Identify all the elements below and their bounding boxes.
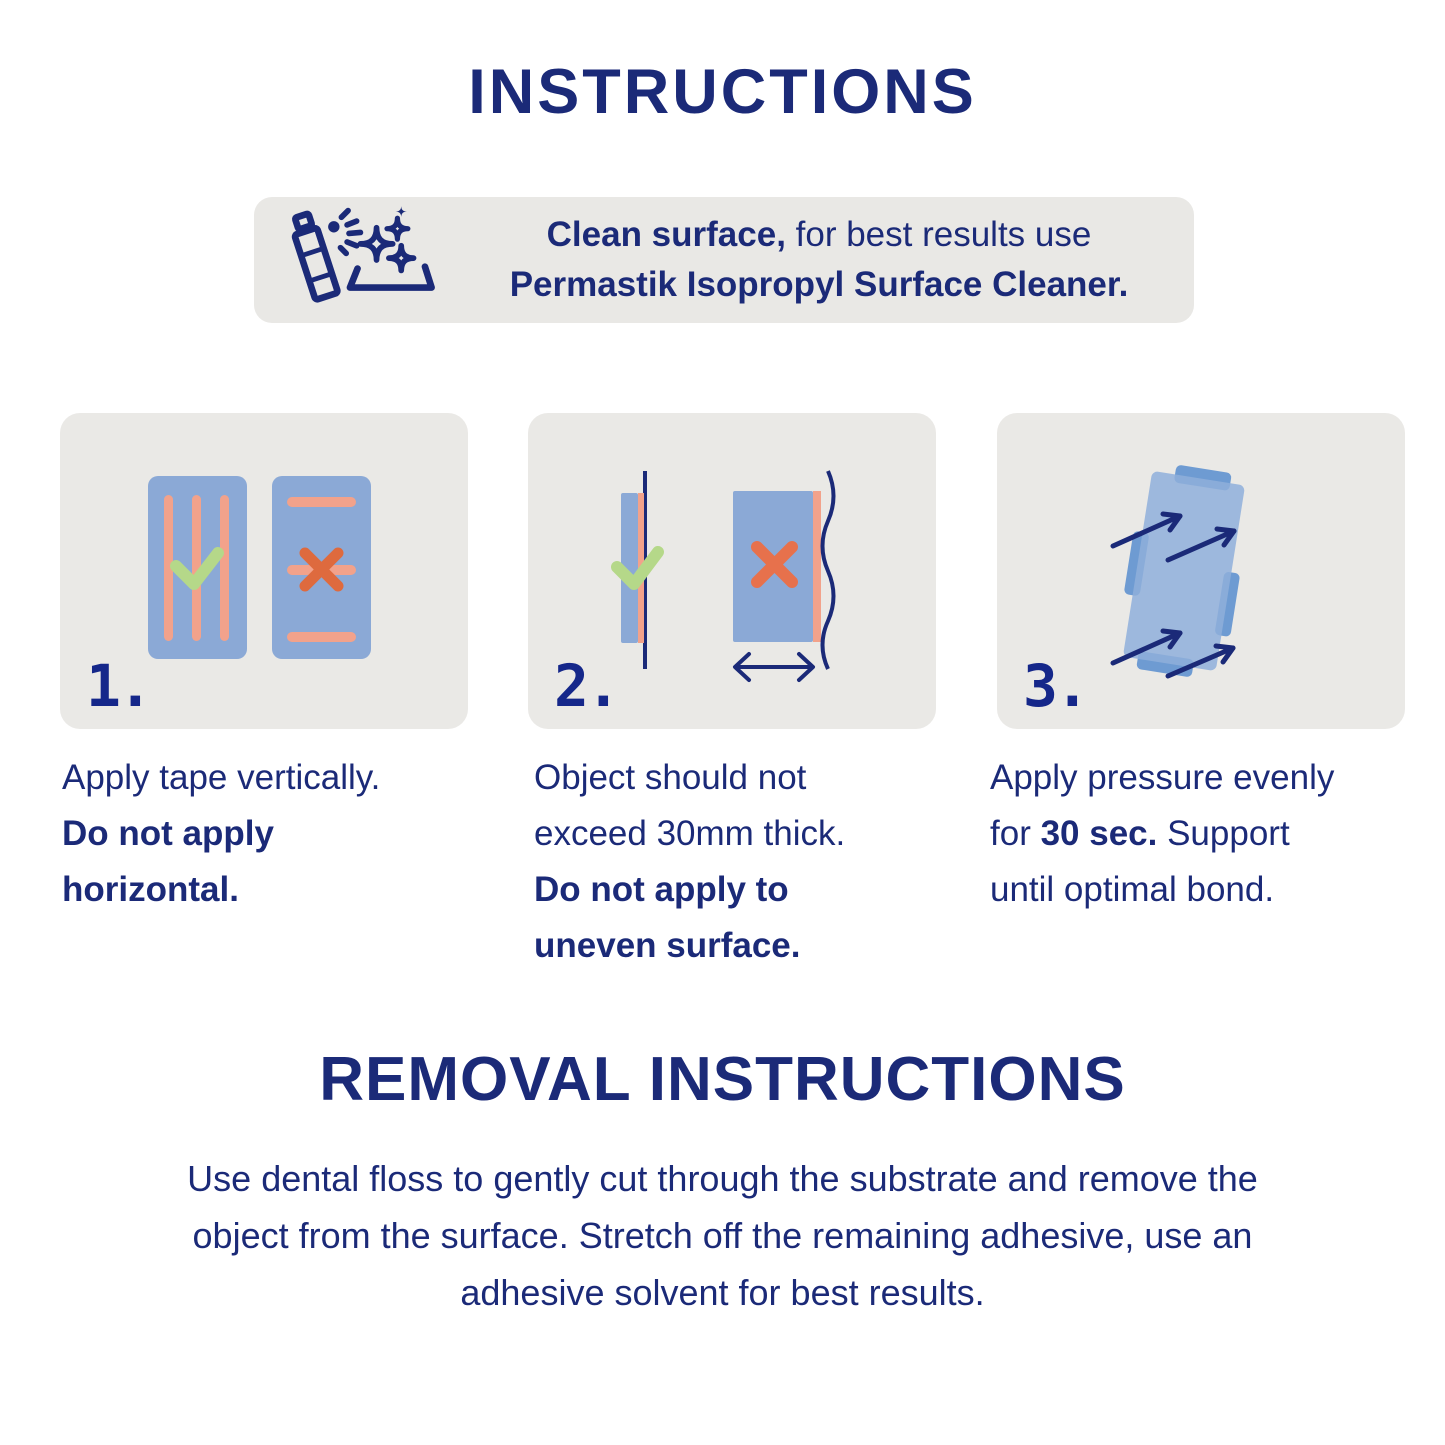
page-title: INSTRUCTIONS: [468, 57, 977, 127]
thin-object-flat-wall-ok: [617, 471, 658, 669]
step-3-panel: [997, 413, 1405, 729]
uneven-wall-line: [823, 471, 834, 669]
removal-body: Use dental floss to gently cut through the substrate and remove the object from the surface. Stretch off the remaining adhesive, use an adhesive solvent for best results.: [187, 1158, 1258, 1313]
thick-object-uneven-wall-bad: [733, 471, 834, 680]
step-1-panel: [60, 413, 468, 729]
step-2-number: 2.: [554, 652, 618, 720]
removal-heading: REMOVAL INSTRUCTIONS: [319, 1045, 1126, 1114]
surface-outline: [350, 267, 432, 288]
spray-mist: [328, 211, 360, 254]
double-arrow-icon: [735, 654, 813, 680]
step-3-caption: Apply pressure evenly for 30 sec. Support until optimal bond.: [990, 758, 1335, 909]
step-1-caption: Apply tape vertically. Do not apply horizontal.: [62, 758, 381, 909]
clean-surface-callout: [254, 197, 1194, 323]
step-2-panel: [528, 413, 936, 729]
spray-clean-icon: [284, 204, 452, 316]
horizontal-tape-object-bad: [272, 476, 371, 659]
step-2-caption: Object should not exceed 30mm thick. Do not apply to uneven surface.: [534, 758, 846, 965]
sparkle-icons: [360, 206, 413, 271]
step-1-number: 1.: [86, 652, 150, 720]
step-3-number: 3.: [1023, 652, 1087, 720]
vertical-tape-object-ok: [148, 476, 247, 659]
clean-surface-text: Clean surface, for best results use Permastik Isopropyl Surface Cleaner.: [509, 215, 1129, 304]
